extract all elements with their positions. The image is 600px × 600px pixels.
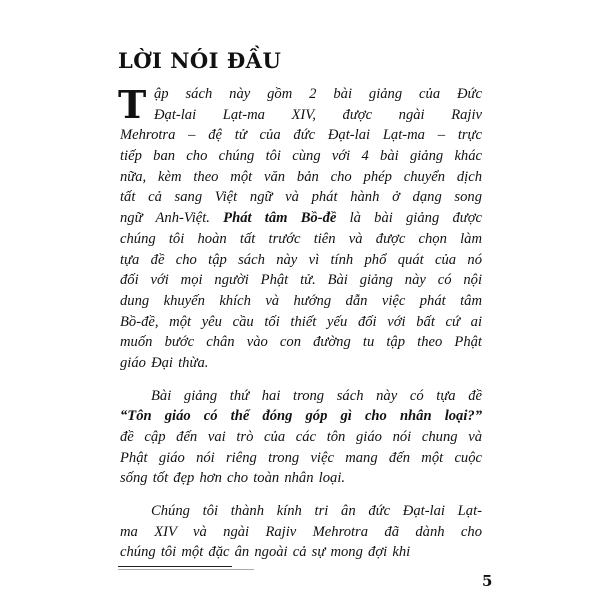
text-line: [120, 332, 482, 353]
text-segment: Bài giảng thứ hai trong sách này có tựa đề: [151, 387, 482, 404]
text-segment: tất cả sang Việt ngữ và phát hành ở dạng song: [120, 189, 482, 206]
text-line: [120, 542, 482, 563]
text-line: [120, 448, 482, 469]
text-segment: tiếp ban cho chúng tôi cùng với 4 bài giảng khác: [120, 148, 482, 165]
text-segment: nữa, kèm theo một văn bản cho phép chuyển dịch: [120, 168, 482, 185]
text-segment: sống tốt đẹp hơn cho toàn nhân loại.: [120, 470, 346, 487]
text-line: [120, 386, 482, 407]
bold-text: “Tôn giáo có thể đóng góp gì cho nhân loại?”: [120, 408, 482, 425]
text-line: [120, 167, 482, 188]
bold-text: Phát tâm Bồ-đề: [223, 210, 337, 227]
text-line: [120, 84, 482, 105]
text-segment: tựa đề cho tập sách này vì tính phổ quát của nó: [120, 251, 482, 268]
text-segment: đề cập đến vai trò của các tôn giáo nói chung và: [120, 429, 482, 445]
text-line: [120, 125, 482, 146]
paragraph: [120, 386, 482, 489]
footnote-rule: [118, 566, 232, 567]
paragraph: [120, 501, 482, 563]
footnote-rule-secondary: [118, 569, 254, 570]
text-line: [120, 146, 482, 167]
drop-cap: T: [118, 82, 147, 127]
text-segment: chúng tôi một đặc ân ngoài cả sự mong đợi khi: [120, 544, 411, 561]
text-segment: đối với mọi người Phật tử. Bài giảng này có nội: [120, 272, 482, 289]
page-title: LỜI NÓI ĐẦU: [118, 48, 282, 73]
text-line: [120, 187, 482, 208]
text-line: [120, 250, 482, 271]
text-segment: Phật giáo nói riêng trong việc mang đến một cuộc: [120, 449, 482, 466]
text-segment: ma XIV và ngài Rajiv Mehrotra đã dành cho: [120, 523, 482, 540]
text-segment: dung khuyến khích và hướng dẫn việc phát tâm: [120, 292, 482, 309]
text-line: [120, 522, 482, 543]
text-line: [120, 353, 482, 374]
body-text: [120, 84, 482, 575]
text-line: [120, 270, 482, 291]
text-line: [120, 208, 482, 229]
text-segment: chúng tôi hoàn tất trước tiên và được chọn làm: [120, 230, 482, 247]
text-segment: Chúng tôi thành kính tri ân đức Đạt-lai Lạt-: [151, 503, 482, 520]
text-line: [120, 468, 482, 489]
text-segment: giáo Đại thừa.: [120, 354, 209, 371]
text-segment: muốn bước chân vào con đường tu tập theo Phật: [120, 334, 482, 351]
text-segment: ngữ Anh-Việt.: [120, 210, 224, 227]
text-line: [120, 406, 482, 427]
text-segment: ập sách này gồm 2 bài giảng của Đức: [154, 86, 482, 102]
text-segment: Đạt-lai Lạt-ma XIV, được ngài Rajiv: [154, 106, 482, 123]
text-segment: là bài giảng được: [336, 210, 482, 227]
text-segment: Mehrotra – đệ tử của đức Đạt-lai Lạt-ma – trực: [120, 127, 482, 144]
text-line: [120, 105, 482, 126]
text-line: [120, 291, 482, 312]
text-line: [120, 229, 482, 250]
text-line: [120, 427, 482, 448]
paragraph: [120, 84, 482, 374]
page-number: 5: [482, 572, 493, 590]
text-line: [120, 501, 482, 522]
text-line: [120, 312, 482, 333]
text-segment: Bồ-đề, một yêu cầu tối thiết yếu đối với bất cứ ai: [120, 313, 482, 330]
